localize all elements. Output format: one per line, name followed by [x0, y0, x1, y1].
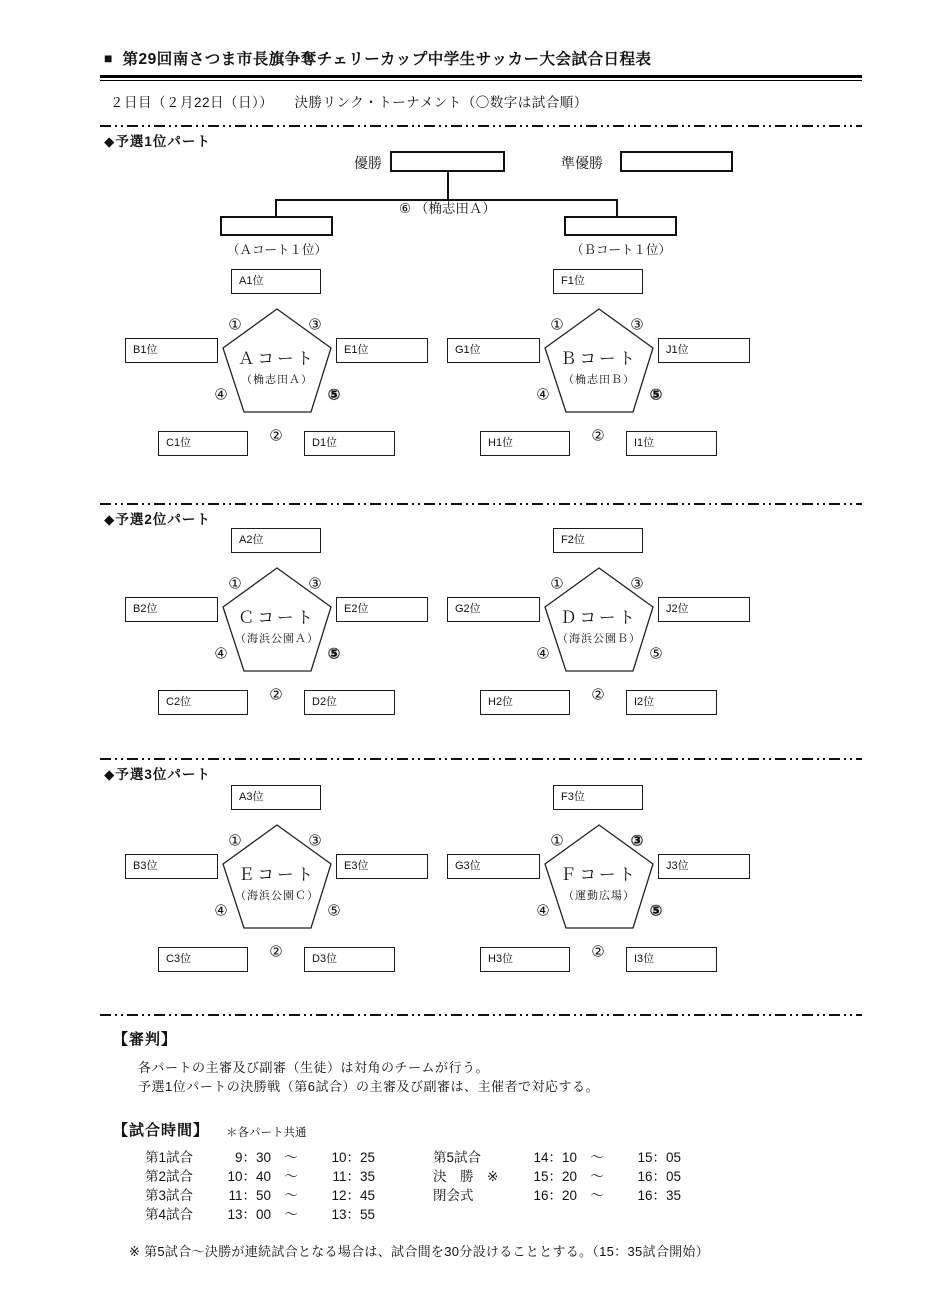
schedule-row	[145, 1203, 375, 1223]
team-box: F2位	[553, 528, 643, 553]
finalist-source-right: （Ｂコート１位）	[570, 243, 671, 257]
schedule-row	[145, 1184, 375, 1204]
team-box: B1位	[125, 338, 218, 363]
dashed-divider	[100, 758, 862, 760]
pentagon-court-B	[447, 268, 747, 458]
match-number-1: ①	[550, 575, 564, 593]
match-number-3: ③	[630, 575, 644, 593]
team-box: G1位	[447, 338, 540, 363]
match-label: 第4試合	[145, 1207, 194, 1222]
team-box: G3位	[447, 854, 540, 879]
match-number-3: ③	[308, 316, 322, 334]
match-number-1: ①	[550, 832, 564, 850]
match-number-4: ④	[536, 902, 550, 920]
match-number-5: ⑤	[327, 902, 341, 920]
court-venue: （海浜公園Ｃ）	[235, 890, 319, 902]
court-name: Ａコート	[238, 350, 316, 368]
team-box: F1位	[553, 269, 643, 294]
court-venue: （運動広場）	[563, 890, 635, 902]
match-number-5: ⑤	[649, 902, 663, 920]
referee-note-1: 各パートの主審及び副審（生徒）は対角のチームが行う。	[138, 1060, 490, 1075]
match-number-4: ④	[214, 902, 228, 920]
pentagon-court-C	[125, 527, 425, 717]
match-number-1: ①	[228, 832, 242, 850]
document-title-row	[104, 47, 651, 69]
team-box: J1位	[658, 338, 750, 363]
title-divider	[100, 75, 862, 81]
match-label: 第3試合	[145, 1188, 194, 1203]
match-label: 決 勝 ※	[433, 1169, 499, 1184]
document-title: 第29回南さつま市長旗争奪チェリーカップ中学生サッカー大会試合日程表	[122, 51, 652, 68]
tilde: ～	[590, 1169, 604, 1184]
referee-note-2: 予選1位パートの決勝戦（第6試合）の主審及び副審は、主催者で対応する。	[138, 1079, 599, 1094]
pentagon-court-E	[125, 784, 425, 974]
team-box: H3位	[480, 947, 570, 972]
team-box: D1位	[304, 431, 395, 456]
team-box: D2位	[304, 690, 395, 715]
tilde: ～	[590, 1188, 604, 1203]
tilde: ～	[590, 1150, 604, 1165]
team-box: I3位	[626, 947, 717, 972]
bracket-line	[616, 199, 618, 217]
match-number-4: ④	[214, 645, 228, 663]
match-label: 第1試合	[145, 1150, 194, 1165]
end-time: 13：55	[331, 1207, 375, 1222]
start-time: 15：20	[533, 1169, 577, 1184]
team-box: J2位	[658, 597, 750, 622]
section-heading-1: ◆予選1位パート	[104, 134, 211, 149]
team-box: A1位	[231, 269, 321, 294]
team-box: C3位	[158, 947, 248, 972]
team-box: H2位	[480, 690, 570, 715]
team-box: B3位	[125, 854, 218, 879]
dashed-divider	[100, 125, 862, 127]
finalist-box-right	[564, 216, 677, 236]
schedule-subnote: ＊各パート共通	[226, 1127, 307, 1139]
match-number-2: ②	[269, 427, 283, 445]
match-number-2: ②	[591, 943, 605, 961]
court-name: Ｂコート	[560, 350, 638, 368]
court-venue: （海浜公園Ｂ）	[557, 633, 641, 645]
start-time: 11：50	[228, 1188, 271, 1203]
court-name: Ｄコート	[560, 609, 638, 627]
tilde: ～	[284, 1207, 298, 1222]
end-time: 11：35	[332, 1169, 375, 1184]
start-time: 10：40	[227, 1169, 271, 1184]
schedule-footnote: ※ 第5試合～決勝が連続試合となる場合は、試合間を30分設けることとする。（15：35試合開始）	[129, 1244, 710, 1259]
tilde: ～	[284, 1169, 298, 1184]
match-number-2: ②	[591, 686, 605, 704]
court-venue: （桷志田Ａ）	[241, 374, 313, 386]
runnerup-box	[620, 151, 733, 172]
match-number-4: ④	[214, 386, 228, 404]
team-box: A2位	[231, 528, 321, 553]
bracket-line	[275, 199, 277, 217]
team-box: E1位	[336, 338, 428, 363]
match-label: 第2試合	[145, 1169, 194, 1184]
team-box: E3位	[336, 854, 428, 879]
start-time: 14：10	[533, 1150, 577, 1165]
match-number-5: ⑤	[327, 645, 341, 663]
team-box: J3位	[658, 854, 750, 879]
end-time: 15：05	[637, 1150, 681, 1165]
court-venue: （海浜公園Ａ）	[235, 633, 319, 645]
match-number-5: ⑤	[327, 386, 341, 404]
team-box: D3位	[304, 947, 395, 972]
team-box: A3位	[231, 785, 321, 810]
match-number-3: ③	[308, 832, 322, 850]
tilde: ～	[284, 1150, 298, 1165]
square-bullet-icon: ■	[104, 50, 113, 66]
match-number-5: ⑤	[649, 645, 663, 663]
match-number-2: ②	[269, 686, 283, 704]
match-number-3: ③	[308, 575, 322, 593]
schedule-row	[433, 1165, 681, 1185]
end-time: 10：25	[331, 1150, 375, 1165]
schedule-row	[433, 1184, 681, 1204]
team-box: F3位	[553, 785, 643, 810]
team-box: I1位	[626, 431, 717, 456]
finalist-source-left: （Ａコート１位）	[226, 243, 327, 257]
team-box: H1位	[480, 431, 570, 456]
team-box: E2位	[336, 597, 428, 622]
section-heading-2: ◆予選2位パート	[104, 512, 211, 527]
match-number-1: ①	[228, 575, 242, 593]
pentagon-court-F	[447, 784, 747, 974]
team-box: I2位	[626, 690, 717, 715]
start-time: 9：30	[234, 1150, 271, 1165]
pentagon-court-D	[447, 527, 747, 717]
schedule-row	[433, 1146, 681, 1166]
schedule-row	[145, 1165, 375, 1185]
start-time: 16：20	[533, 1188, 577, 1203]
pentagon-court-A	[125, 268, 425, 458]
end-time: 16：35	[637, 1188, 681, 1203]
dashed-divider	[100, 503, 862, 505]
referee-heading: 【審判】	[113, 1031, 178, 1048]
winner-box	[390, 151, 505, 172]
bracket-line	[447, 172, 449, 200]
court-venue: （桷志田Ｂ）	[563, 374, 635, 386]
match-number-1: ①	[228, 316, 242, 334]
match-number-1: ①	[550, 316, 564, 334]
schedule-heading: 【試合時間】	[113, 1122, 210, 1139]
team-box: C1位	[158, 431, 248, 456]
team-box: B2位	[125, 597, 218, 622]
start-time: 13：00	[227, 1207, 271, 1222]
match-number-5: ⑤	[649, 386, 663, 404]
match-number-3: ③	[630, 832, 644, 850]
end-time: 12：45	[331, 1188, 375, 1203]
dashed-divider	[100, 1014, 862, 1016]
match-number-2: ②	[591, 427, 605, 445]
match-label: 閉会式	[433, 1188, 474, 1203]
schedule-row	[145, 1146, 375, 1166]
court-name: Ｃコート	[238, 609, 316, 627]
section-heading-3: ◆予選3位パート	[104, 767, 211, 782]
finalist-box-left	[220, 216, 333, 236]
end-time: 16：05	[637, 1169, 681, 1184]
court-name: Ｅコート	[238, 866, 316, 884]
winner-label: 優勝	[354, 155, 382, 171]
runnerup-label: 準優勝	[561, 155, 603, 171]
team-box: C2位	[158, 690, 248, 715]
court-name: Ｆコート	[560, 866, 638, 884]
final-match-number: ⑥ （桷志田Ａ）	[399, 201, 496, 216]
match-label: 第5試合	[433, 1150, 482, 1165]
match-number-2: ②	[269, 943, 283, 961]
match-number-3: ③	[630, 316, 644, 334]
tilde: ～	[284, 1188, 298, 1203]
document-subtitle: ２日目（２月22日（日）） 決勝リンク・トーナメント（〇数字は試合順）	[110, 95, 588, 110]
team-box: G2位	[447, 597, 540, 622]
match-number-4: ④	[536, 645, 550, 663]
match-number-4: ④	[536, 386, 550, 404]
